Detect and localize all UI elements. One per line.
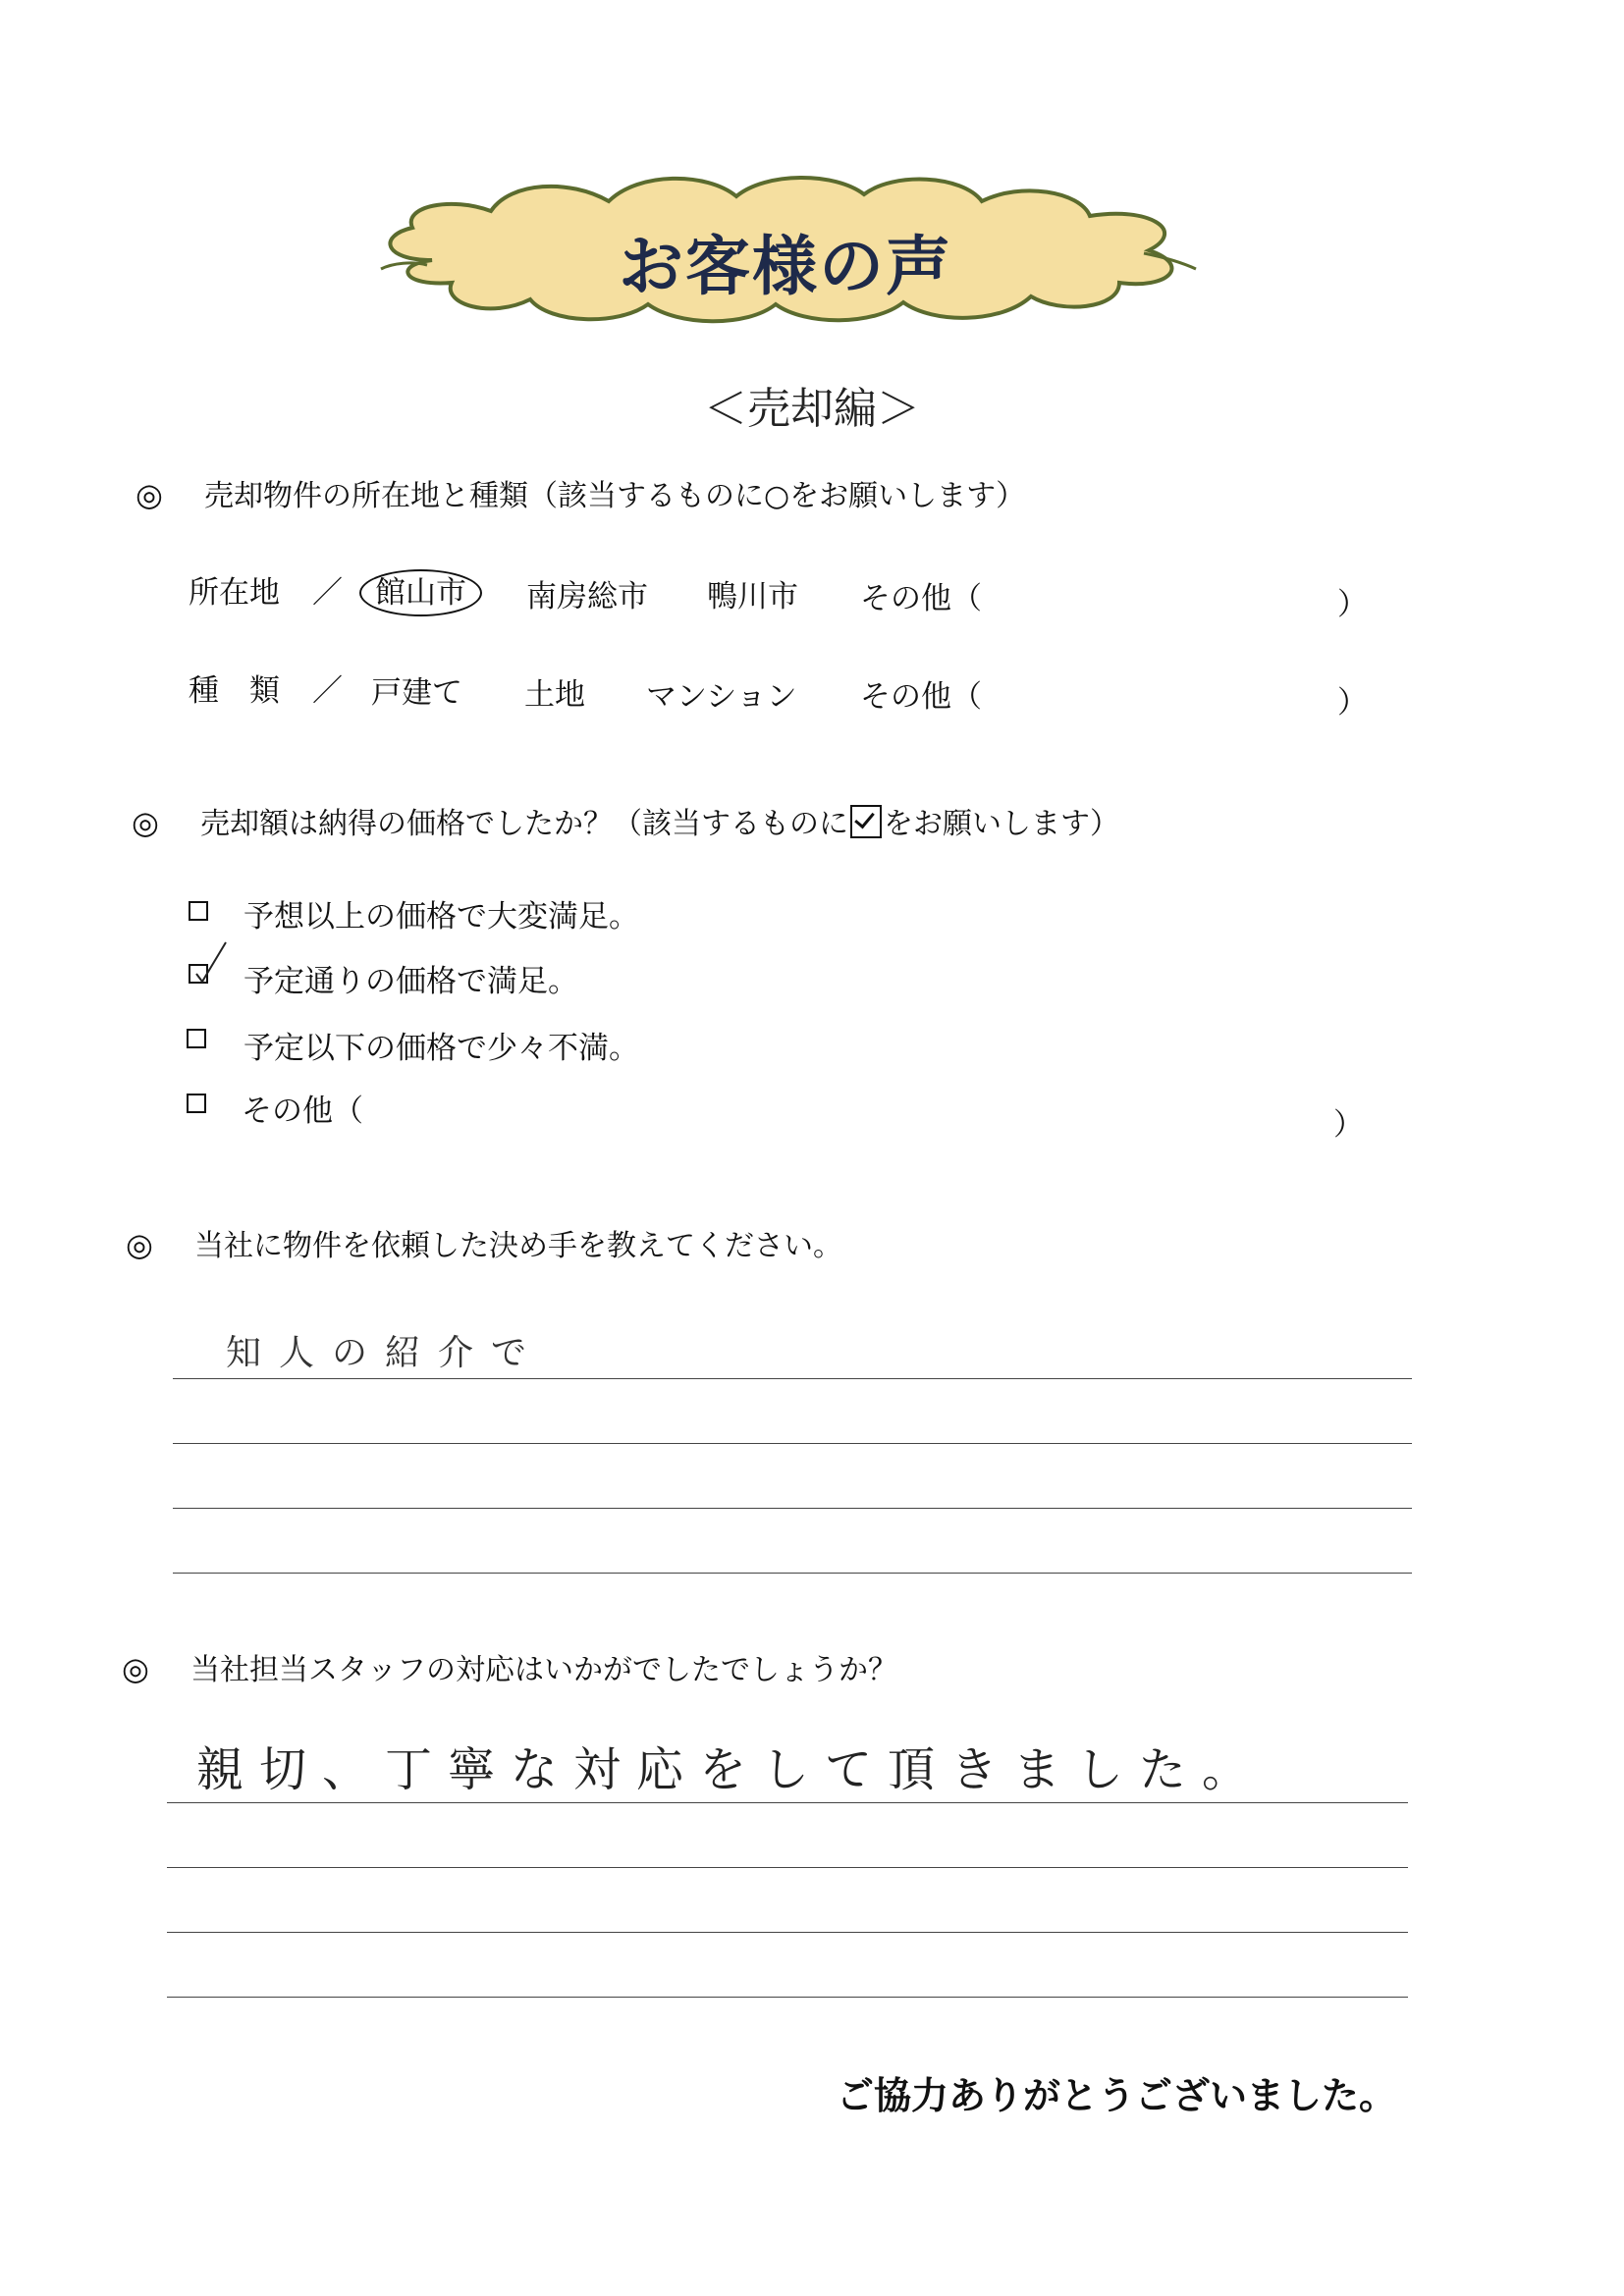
answer-line — [173, 1378, 1412, 1379]
option-other-close: ） — [1333, 1107, 1364, 1143]
type-option-mansion[interactable]: マンション — [646, 679, 797, 715]
thanks-message: ご協力ありがとうございました。 — [837, 2074, 1397, 2117]
double-circle-icon: ◎ — [122, 1650, 149, 1687]
question-3-text: 当社に物件を依頼した決め手を教えてください。 — [194, 1229, 842, 1263]
answer-line — [167, 1997, 1408, 1998]
question-2 — [132, 799, 1119, 842]
question-2-text-suffix: をお願いします） — [884, 807, 1119, 841]
answer-line — [173, 1443, 1412, 1444]
option-over-expectation: 予想以上の価格で大変満足。 — [244, 899, 639, 934]
type-slash: ／ — [312, 673, 343, 709]
double-circle-icon: ◎ — [135, 476, 163, 513]
type-option-land[interactable]: 土地 — [524, 677, 585, 713]
question-2-text-prefix: 売却額は納得の価格でしたか？（該当するものに — [200, 807, 848, 841]
type-other-close: ） — [1337, 685, 1368, 721]
location-option-tateyama[interactable] — [375, 567, 482, 612]
location-option-minamiboso[interactable]: 南房総市 — [526, 579, 648, 614]
page-subtitle: ＜売却編＞ — [704, 384, 920, 434]
answer-line — [167, 1802, 1408, 1803]
location-other-close: ） — [1337, 587, 1368, 622]
location-option-other[interactable]: その他（ — [860, 581, 982, 616]
location-label: 所在地 — [189, 575, 280, 611]
answer-line — [173, 1508, 1412, 1509]
question-1-text: 売却物件の所在地と種類（該当するものに○をお願いします） — [204, 479, 1026, 513]
type-option-detached[interactable]: 戸建て — [371, 675, 462, 711]
location-slash: ／ — [312, 575, 343, 611]
checkbox-sample-icon — [850, 805, 882, 838]
option-as-planned: 予定通りの価格で満足。 — [244, 964, 578, 999]
checkbox-over-expectation[interactable] — [189, 901, 208, 921]
checkmark-icon — [192, 938, 232, 988]
type-option-other[interactable]: その他（ — [860, 679, 982, 715]
question-4-text: 当社担当スタッフの対応はいかがでしたでしょうか？ — [190, 1653, 897, 1687]
question-3 — [126, 1221, 842, 1264]
double-circle-icon: ◎ — [132, 804, 159, 841]
question-1 — [135, 471, 1025, 514]
location-option-tateyama-label: 館山市 — [359, 569, 482, 616]
double-circle-icon: ◎ — [126, 1226, 153, 1263]
option-below-expectation: 予定以下の価格で少々不満。 — [244, 1031, 639, 1066]
answer-4-handwritten[interactable]: 親切、丁寧な対応をして頂きました。 — [196, 1742, 1266, 1797]
type-label: 種 類 — [189, 673, 280, 709]
location-option-kamogawa[interactable]: 鴨川市 — [707, 579, 798, 614]
question-4 — [122, 1645, 897, 1688]
option-other: その他（ — [242, 1094, 363, 1129]
answer-line — [173, 1573, 1412, 1574]
checkbox-other[interactable] — [187, 1094, 206, 1113]
answer-line — [167, 1867, 1408, 1868]
answer-line — [167, 1932, 1408, 1933]
answer-3-handwritten[interactable]: 知人の紹介で — [226, 1333, 545, 1373]
checkbox-below-expectation[interactable] — [187, 1029, 206, 1048]
page-title: お客様の声 — [619, 229, 952, 304]
